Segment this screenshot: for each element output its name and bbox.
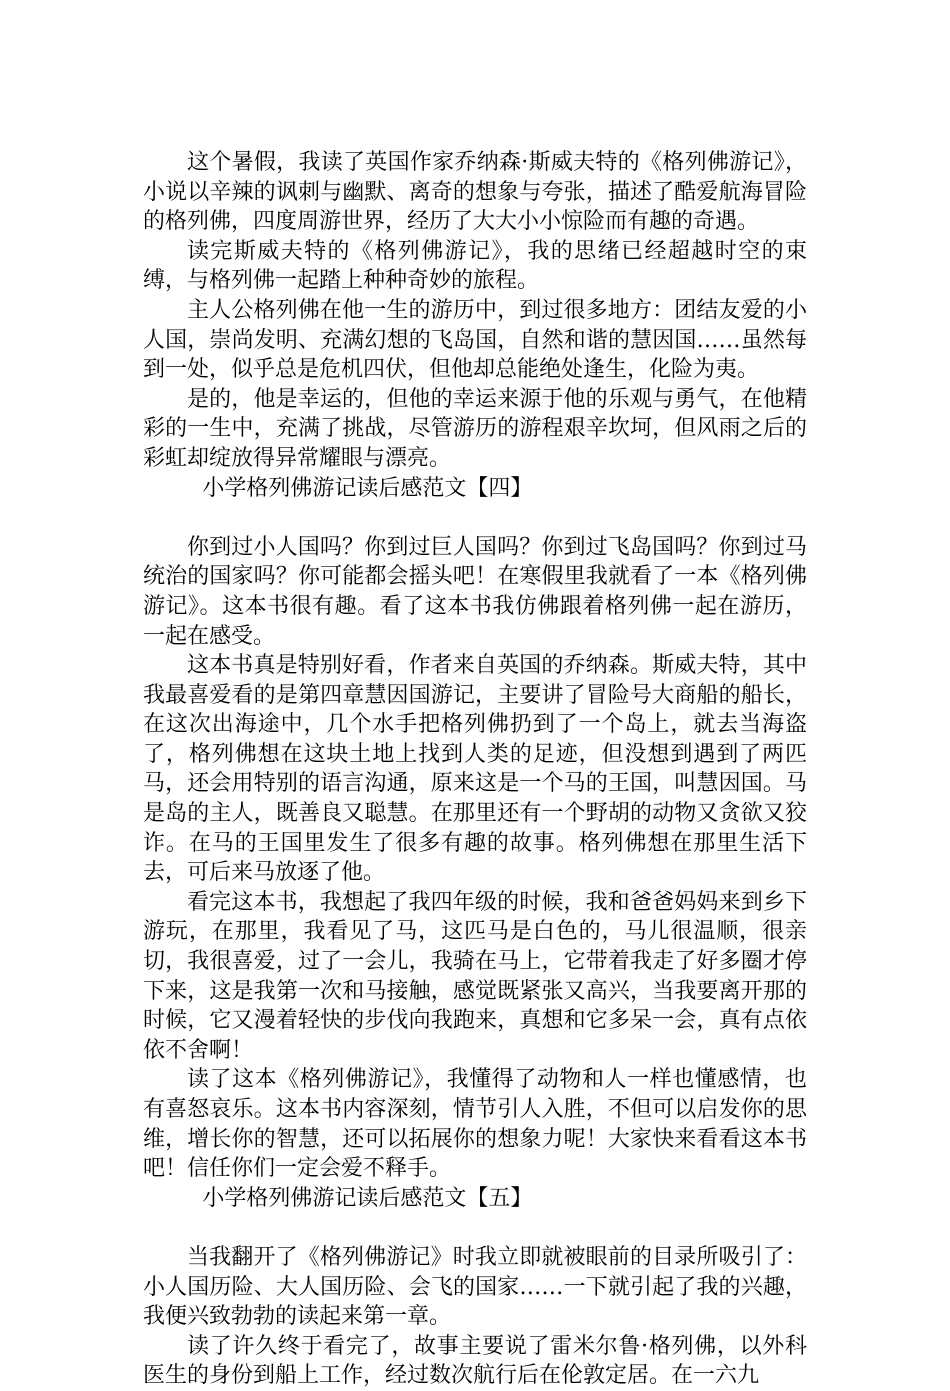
- paragraph: 读完斯威夫特的《格列佛游记》，我的思绪已经超越时空的束缚，与格列佛一起踏上种种奇妙的旅程。: [143, 238, 807, 294]
- paragraph: 当我翻开了《格列佛游记》时我立即就被眼前的目录所吸引了：小人国历险、大人国历险、会飞的国家……一下就引起了我的兴趣，我便兴致勃勃的读起来第一章。: [143, 1244, 807, 1330]
- paragraph: 这本书真是特别好看，作者来自英国的乔纳森。斯威夫特，其中我最喜爱看的是第四章慧因国游记，主要讲了冒险号大商船的船长，在这次出海途中，几个水手把格列佛扔到了一个岛上，就去当海盗了，格列佛想在这块土地上找到人类的足迹，但没想到遇到了两匹马，还会用特别的语言沟通，原来这是一个马的王国，叫慧因国。马是岛的主人，既善良又聪慧。在那里还有一个野胡的动物又贪欲又狡诈。在马的王国里发生了很多有趣的故事。格列佛想在那里生活下去，可后来马放逐了他。: [143, 653, 807, 886]
- document-page: [143, 148, 807, 1391]
- section-heading: 小学格列佛游记读后感范文【四】: [202, 475, 533, 501]
- paragraph: 主人公格列佛在他一生的游历中，到过很多地方：团结友爱的小人国，崇尚发明、充满幻想的飞岛国，自然和谐的慧因国……虽然每到一处，似乎总是危机四伏，但他却总能绝处逢生，化险为夷。: [143, 297, 807, 383]
- paragraph: 看完这本书，我想起了我四年级的时候，我和爸爸妈妈来到乡下游玩，在那里，我看见了马，这匹马是白色的，马儿很温顺，很亲切，我很喜爱，过了一会儿，我骑在马上，它带着我走了好多圈才停下来，这是我第一次和马接触，感觉既紧张又高兴，当我要离开那的时候，它又漫着轻快的步伐向我跑来，真想和它多呆一会，真有点依依不舍啊！: [143, 889, 807, 1063]
- section-heading: 小学格列佛游记读后感范文【五】: [202, 1185, 533, 1211]
- paragraph: 你到过小人国吗？你到过巨人国吗？你到过飞岛国吗？你到过马统治的国家吗？你可能都会摇头吧！在寒假里我就看了一本《格列佛游记》。这本书很有趣。看了这本书我仿佛跟着格列佛一起在游历，一起在感受。: [143, 534, 807, 649]
- paragraph: 读了许久终于看完了，故事主要说了雷米尔鲁·格列佛，以外科医生的身份到船上工作，经过数次航行后在伦敦定居。在一六九: [143, 1333, 807, 1389]
- paragraph: 是的，他是幸运的，但他的幸运来源于他的乐观与勇气，在他精彩的一生中，充满了挑战，尽管游历的游程艰辛坎坷，但风雨之后的彩虹却绽放得异常耀眼与漂亮。: [143, 386, 807, 471]
- paragraph: 读了这本《格列佛游记》，我懂得了动物和人一样也懂感情，也有喜怒哀乐。这本书内容深刻，情节引人入胜，不但可以启发你的思维，增长你的智慧，还可以拓展你的想象力呢！大家快来看看这本书吧！信任你们一定会爱不释手。: [143, 1067, 807, 1182]
- paragraph: 这个暑假，我读了英国作家乔纳森·斯威夫特的《格列佛游记》，小说以辛辣的讽刺与幽默、离奇的想象与夸张，描述了酷爱航海冒险的格列佛，四度周游世界，经历了大大小小惊险而有趣的奇遇。: [143, 150, 807, 235]
